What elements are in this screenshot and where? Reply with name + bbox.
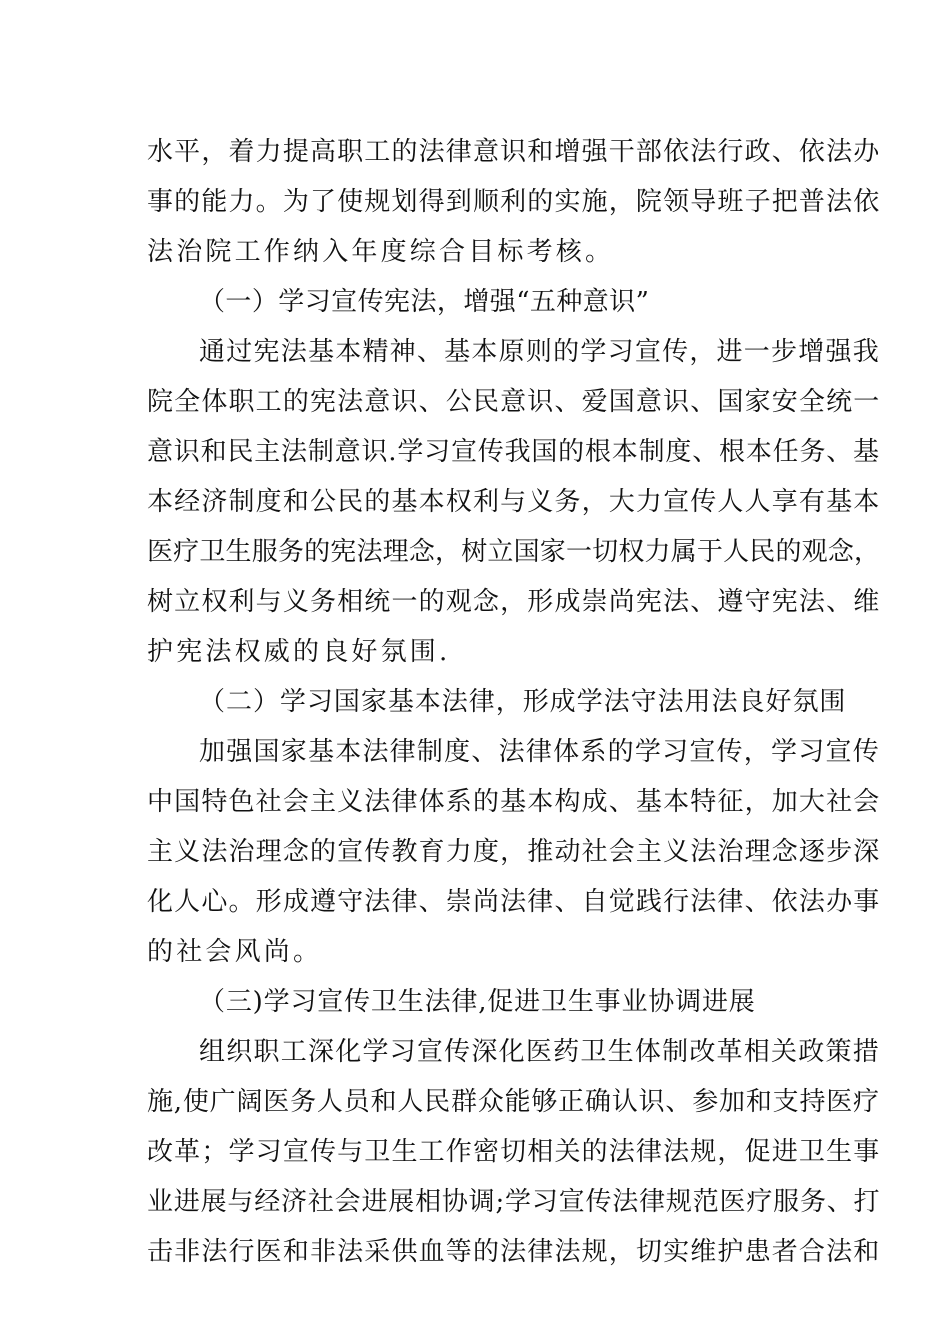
body-line: 主义法治理念的宣传教育力度，推动社会主义法治理念逐步深	[147, 837, 881, 867]
body-line: 水平，着力提高职工的法律意识和增强干部依法行政、依法办	[147, 137, 881, 167]
body-line: 意识和民主法制意识.学习宣传我国的根本制度、根本任务、基	[147, 437, 880, 467]
paragraph-start: 通过宪法基本精神、基本原则的学习宣传，进一步增强我	[199, 337, 881, 367]
body-line: 中国特色社会主义法律体系的基本构成、基本特征，加大社会	[147, 787, 881, 817]
body-line: 树立权利与义务相统一的观念，形成崇尚宪法、遵守宪法、维	[147, 587, 881, 617]
body-line: 业进展与经济社会进展相协调;学习宣传法律规范医疗服务、打	[147, 1187, 881, 1217]
body-line: 化人心。形成遵守法律、崇尚法律、自觉践行法律、依法办事	[147, 887, 881, 917]
body-line: 护宪法权威的良好氛围.	[147, 637, 451, 667]
body-line: 改革；学习宣传与卫生工作密切相关的法律法规，促进卫生事	[147, 1137, 881, 1167]
body-line: 院全体职工的宪法意识、公民意识、爱国意识、国家安全统一	[147, 387, 881, 417]
body-line: 事的能力。为了使规划得到顺利的实施，院领导班子把普法依	[147, 187, 881, 217]
body-line: 医疗卫生服务的宪法理念，树立国家一切权力属于人民的观念，	[147, 537, 881, 567]
body-line: 的社会风尚。	[147, 937, 323, 967]
paragraph-start: 组织职工深化学习宣传深化医药卫生体制改革相关政策措	[199, 1037, 881, 1067]
body-line: 击非法行医和非法采供血等的法律法规，切实维护患者合法和	[147, 1237, 881, 1267]
body-line: 本经济制度和公民的基本权利与义务，大力宣传人人享有基本	[147, 487, 881, 517]
paragraph-start: 加强国家基本法律制度、法律体系的学习宣传，学习宣传	[199, 737, 881, 767]
section-heading-3: （三)学习宣传卫生法律,促进卫生事业协调进展	[199, 987, 756, 1017]
section-heading-2: （二）学习国家基本法律，形成学法守法用法良好氛围	[199, 687, 847, 717]
body-line: 施,使广阔医务人员和人民群众能够正确认识、参加和支持医疗	[147, 1087, 880, 1117]
body-line: 法治院工作纳入年度综合目标考核。	[147, 237, 615, 267]
section-heading-1: （一）学习宣传宪法，增强“五种意识”	[199, 287, 650, 317]
